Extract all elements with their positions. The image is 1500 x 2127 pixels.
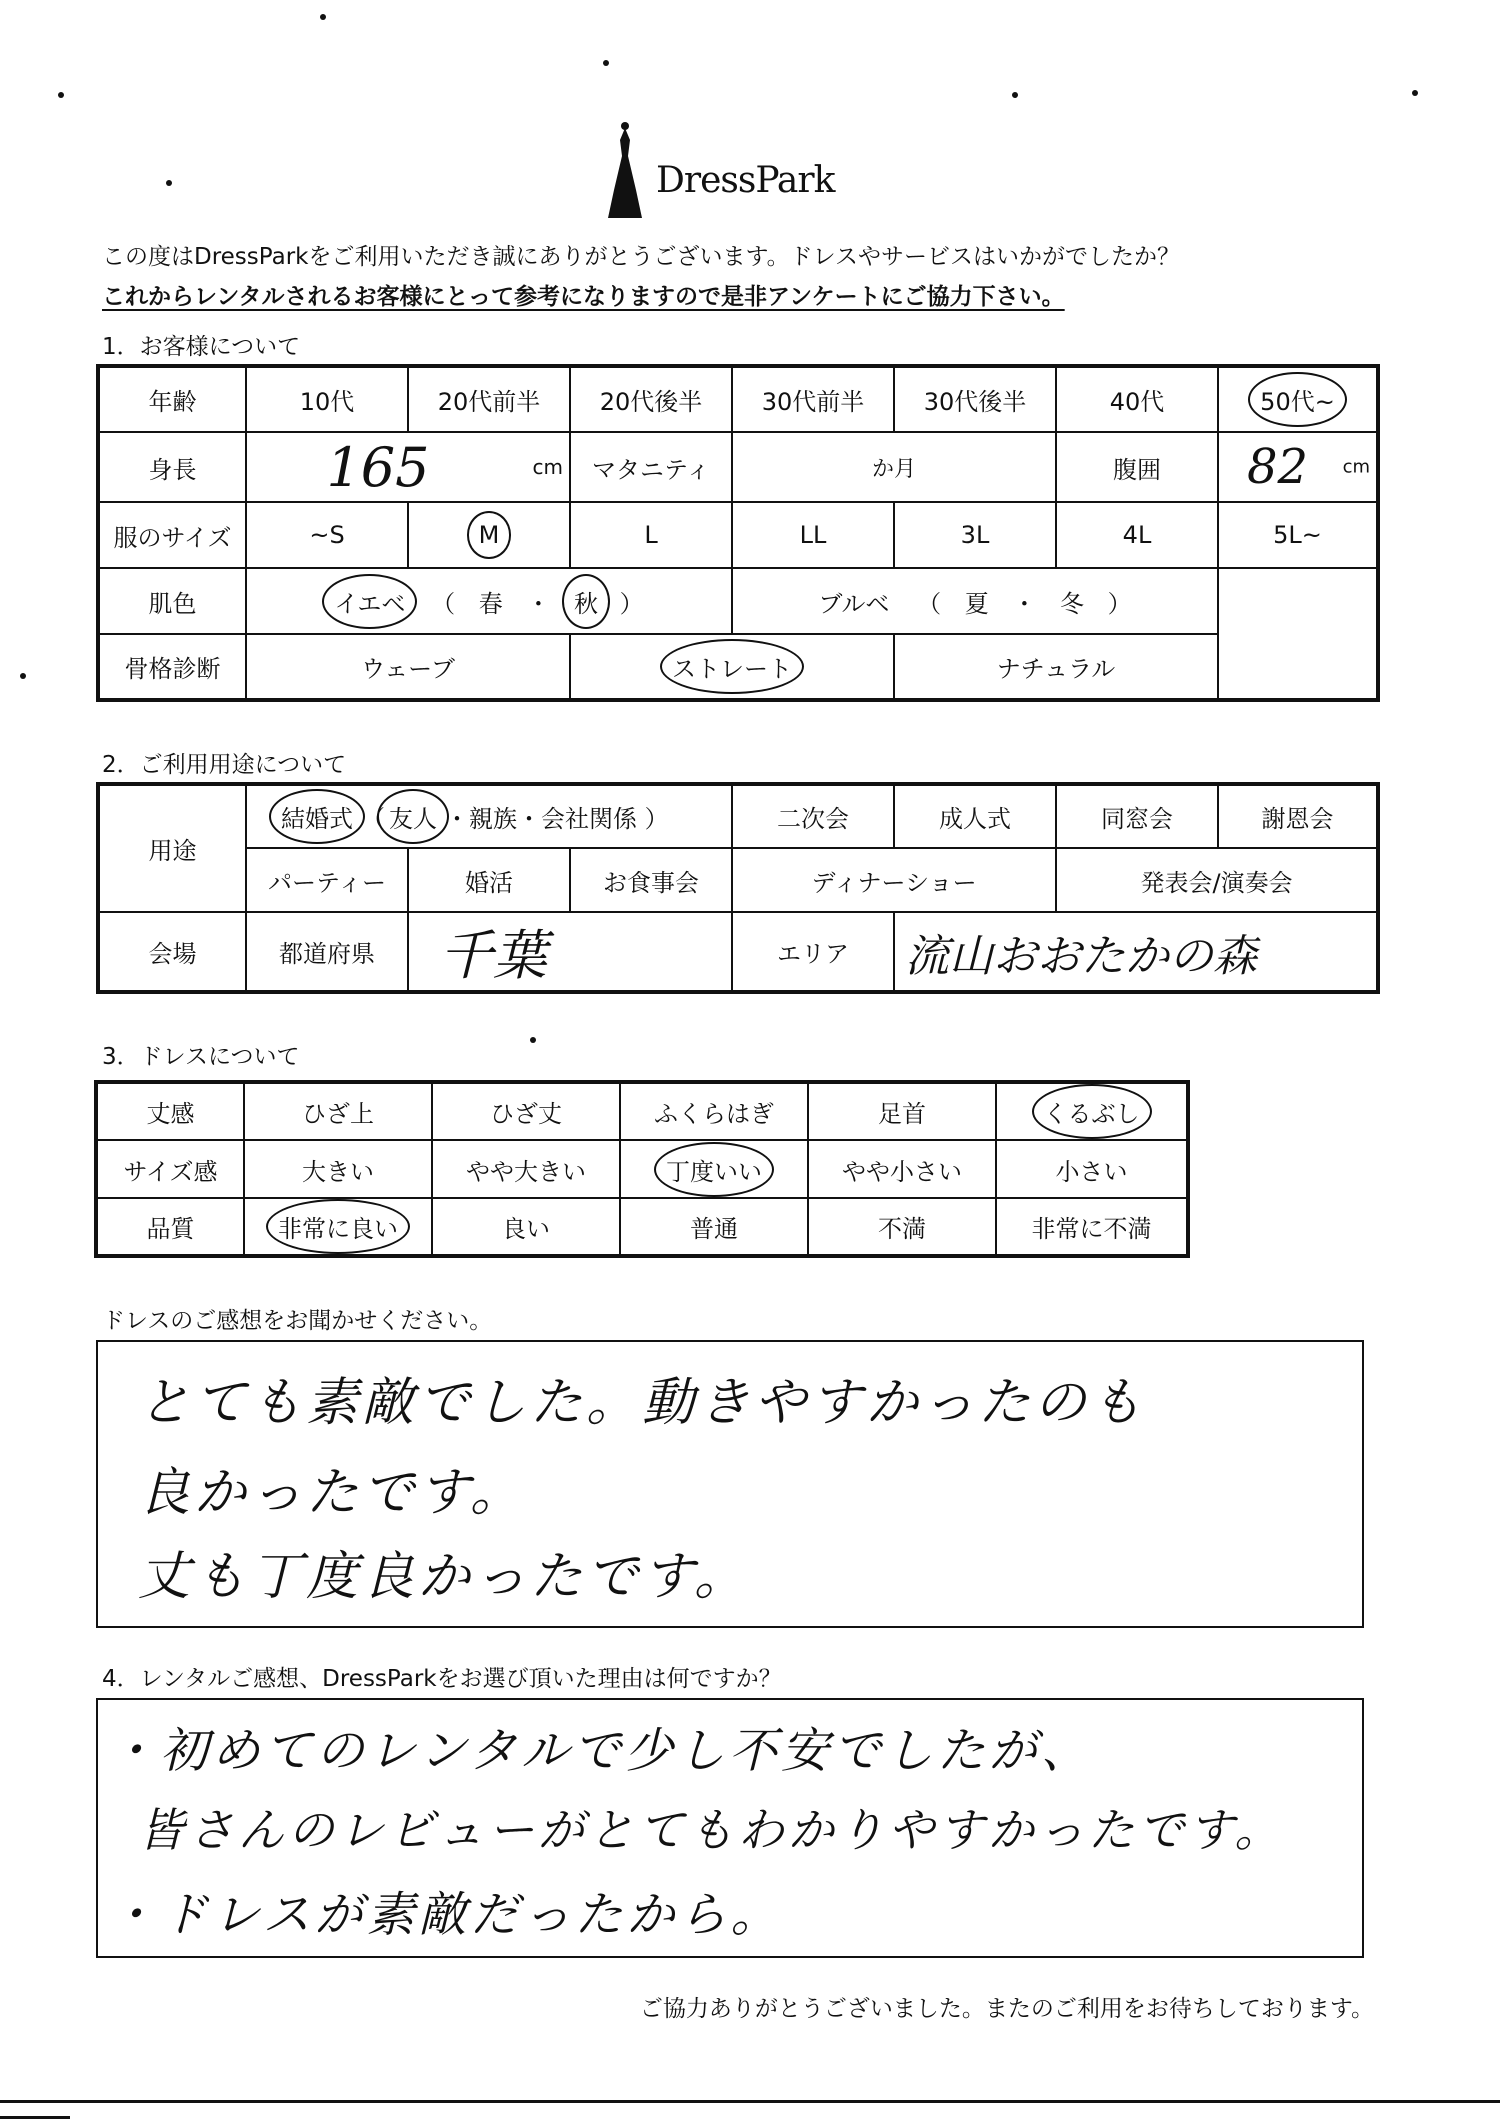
friend-mark[interactable]: 友人: [389, 799, 437, 834]
waist-label: 腹囲: [1056, 432, 1218, 502]
scan-speck: [603, 60, 609, 66]
quality-option[interactable]: 良い: [432, 1198, 620, 1256]
section-4-title: 4．レンタルご感想、DressParkをお選び頂いた理由は何ですか？: [102, 1666, 782, 1692]
scan-speck: [1012, 92, 1018, 98]
logo-text: DressPark: [656, 160, 835, 201]
dress-table: [94, 1080, 1190, 1258]
length-option[interactable]: ひざ上: [244, 1082, 432, 1140]
venue-row: [98, 912, 1378, 992]
length-row: [96, 1082, 1188, 1140]
height-field[interactable]: [246, 432, 570, 502]
height-unit: cm: [532, 455, 563, 479]
dress-comment-line: とても素敵でした。動きやすかったのも: [138, 1373, 1147, 1433]
quality-option[interactable]: 非常に不満: [996, 1198, 1188, 1256]
scan-speck: [58, 92, 64, 98]
size-option[interactable]: 5L~: [1218, 502, 1378, 568]
dress-comment-line: 良かったです。: [138, 1463, 526, 1523]
frame-option[interactable]: ウェーブ: [246, 634, 570, 700]
spring-option[interactable]: 春: [478, 589, 503, 618]
wedding-mark: 結婚式: [281, 799, 353, 834]
winter-option[interactable]: 冬: [1059, 589, 1084, 618]
footer-rule: [0, 2100, 1500, 2103]
frame-option[interactable]: ナチュラル: [894, 634, 1218, 700]
usage-option[interactable]: 同窓会: [1056, 784, 1218, 848]
size-label: 服のサイズ: [98, 502, 246, 568]
size-option[interactable]: L: [570, 502, 732, 568]
quality-option[interactable]: 普通: [620, 1198, 808, 1256]
usage-option[interactable]: 成人式: [894, 784, 1056, 848]
usage-option[interactable]: パーティー: [246, 848, 408, 912]
dress-comment-title: ドレスのご感想をお聞かせください。: [102, 1308, 493, 1334]
purpose-label: 用途: [98, 784, 246, 912]
size-option[interactable]: LL: [732, 502, 894, 568]
frame-row: [98, 634, 1378, 700]
yellow-base-option[interactable]: イエベ （ 春 ・ 秋 ）: [246, 568, 732, 634]
customer-table: [96, 364, 1380, 702]
quality-option[interactable]: 不満: [808, 1198, 996, 1256]
scan-speck: [530, 1037, 536, 1043]
area-value: 流山おおたかの森: [905, 930, 1258, 982]
waist-value: 82: [1246, 439, 1309, 495]
prefecture-field[interactable]: [408, 912, 732, 992]
intro-line-2: これからレンタルされるお客様にとって参考になりますので是非アンケートにご協力下さい。: [102, 284, 1065, 310]
skin-label: 肌色: [98, 568, 246, 634]
size-option[interactable]: 4L: [1056, 502, 1218, 568]
age-selected-mark: 50代~: [1260, 382, 1335, 417]
frame-selected-mark: ストレート: [672, 649, 792, 684]
quality-option-selected[interactable]: [244, 1198, 432, 1256]
age-option[interactable]: 30代後半: [894, 366, 1056, 432]
reason-comment-box[interactable]: [96, 1698, 1364, 1958]
reason-comment-line: 皆さんのレビューがとてもわかりやすかったです。: [138, 1803, 1285, 1857]
height-label: 身長: [98, 432, 246, 502]
age-row: [98, 366, 1378, 432]
fit-selected-mark: 丁度いい: [666, 1152, 762, 1187]
fit-option[interactable]: やや大きい: [432, 1140, 620, 1198]
quality-row: [96, 1198, 1188, 1256]
footer-rule-short: [0, 2116, 70, 2119]
quality-selected-mark: 非常に良い: [278, 1209, 398, 1244]
size-option-selected[interactable]: [408, 502, 570, 568]
usage-option[interactable]: ディナーショー: [732, 848, 1056, 912]
size-option[interactable]: ~S: [246, 502, 408, 568]
yellow-base-mark: イエベ: [334, 584, 405, 619]
quality-label: 品質: [96, 1198, 244, 1256]
wedding-option[interactable]: 結婚式 （ 友人 ・親族・会社関係 ）: [246, 784, 732, 848]
usage-option[interactable]: 二次会: [732, 784, 894, 848]
dresspark-logo: [600, 120, 900, 230]
usage-row-2: [98, 848, 1378, 912]
section-2-title: 2．ご利用用途について: [102, 752, 347, 778]
empty-cell: [1218, 634, 1378, 700]
dress-icon: [600, 120, 650, 230]
scan-speck: [166, 180, 172, 186]
fit-option[interactable]: 大きい: [244, 1140, 432, 1198]
length-option-selected[interactable]: [996, 1082, 1188, 1140]
height-value: 165: [326, 435, 430, 499]
blue-base-option[interactable]: ブルベ （ 夏 ・ 冬 ）: [732, 568, 1218, 634]
prefecture-label: 都道府県: [246, 912, 408, 992]
frame-option-selected[interactable]: [570, 634, 894, 700]
size-row: [98, 502, 1378, 568]
usage-table: [96, 782, 1380, 994]
age-option[interactable]: 40代: [1056, 366, 1218, 432]
usage-option[interactable]: お食事会: [570, 848, 732, 912]
venue-label: 会場: [98, 912, 246, 992]
section-1-title: 1．お客様について: [102, 334, 301, 360]
dress-comment-line: 丈も丁度良かったです。: [138, 1547, 750, 1607]
summer-option[interactable]: 夏: [964, 589, 989, 618]
length-option[interactable]: 足首: [808, 1082, 996, 1140]
usage-option[interactable]: 謝恩会: [1218, 784, 1378, 848]
scan-speck: [1412, 90, 1418, 96]
maternity-field[interactable]: [732, 432, 1056, 502]
closing-message: ご協力ありがとうございました。またのご利用をお待ちしております。: [639, 1996, 1374, 2022]
usage-option[interactable]: 婚活: [408, 848, 570, 912]
empty-cell: [1218, 568, 1378, 634]
waist-unit: cm: [1342, 456, 1370, 478]
age-label: 年齢: [98, 366, 246, 432]
age-option-selected[interactable]: [1218, 366, 1378, 432]
autumn-mark[interactable]: 秋: [574, 584, 598, 619]
section-3-title: 3．ドレスについて: [102, 1044, 300, 1070]
scan-speck: [20, 673, 26, 679]
maternity-label: マタニティ: [570, 432, 732, 502]
reason-comment-line: ・ドレスが素敵だったから。: [108, 1887, 783, 1943]
prefecture-value: 千葉: [439, 924, 547, 987]
length-option[interactable]: ひざ丈: [432, 1082, 620, 1140]
age-option[interactable]: 20代後半: [570, 366, 732, 432]
fit-row: [96, 1140, 1188, 1198]
usage-option[interactable]: 発表会/演奏会: [1056, 848, 1378, 912]
size-selected-mark: M: [478, 521, 500, 549]
age-option[interactable]: 20代前半: [408, 366, 570, 432]
scan-speck: [320, 14, 326, 20]
dress-comment-box[interactable]: [96, 1340, 1364, 1628]
fit-option[interactable]: やや小さい: [808, 1140, 996, 1198]
age-option[interactable]: 10代: [246, 366, 408, 432]
usage-row-1: [98, 784, 1378, 848]
waist-field[interactable]: [1218, 432, 1378, 502]
area-label: エリア: [732, 912, 894, 992]
fit-option[interactable]: 小さい: [996, 1140, 1188, 1198]
skin-row: [98, 568, 1378, 634]
fit-option-selected[interactable]: [620, 1140, 808, 1198]
length-option[interactable]: ふくらはぎ: [620, 1082, 808, 1140]
reason-comment-line: ・初めてのレンタルで少し不安でしたが、: [108, 1723, 1093, 1779]
length-label: 丈感: [96, 1082, 244, 1140]
intro-line-1: この度はDressParkをご利用いただき誠にありがとうございます。ドレスやサービスはいかがでしたか？: [102, 244, 1180, 270]
area-field[interactable]: [894, 912, 1378, 992]
maternity-unit: か月: [871, 456, 916, 482]
height-row: [98, 432, 1378, 502]
length-selected-mark: くるぶし: [1044, 1094, 1140, 1129]
age-option[interactable]: 30代前半: [732, 366, 894, 432]
blue-base-label: ブルベ: [818, 589, 890, 618]
fit-label: サイズ感: [96, 1140, 244, 1198]
frame-label: 骨格診断: [98, 634, 246, 700]
size-option[interactable]: 3L: [894, 502, 1056, 568]
